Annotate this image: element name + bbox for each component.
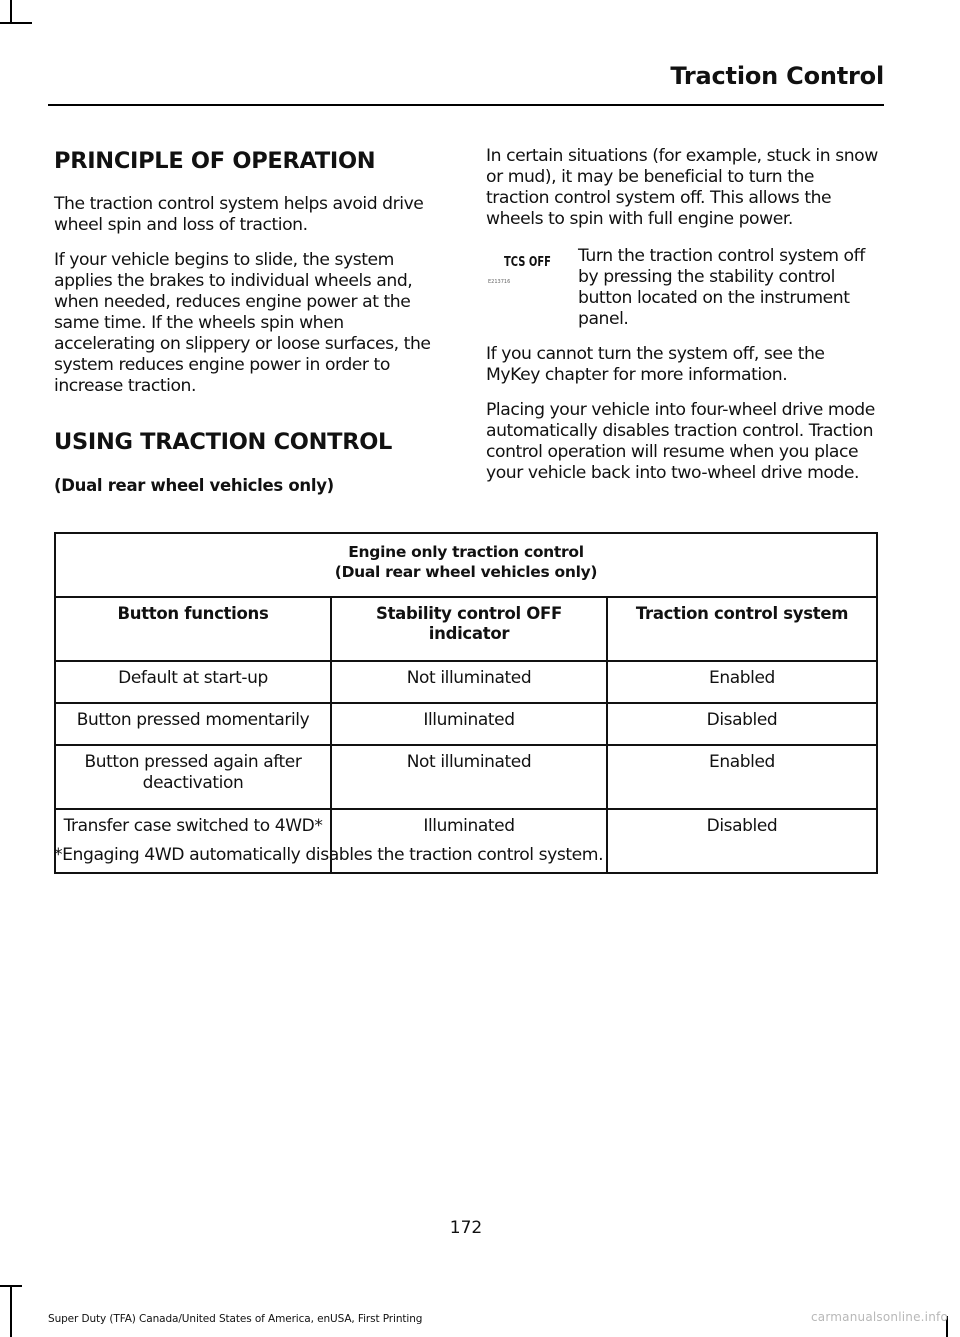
table-cell: Not illuminated xyxy=(331,745,607,809)
right-column xyxy=(486,146,880,498)
paragraph: In certain situations (for example, stuck in snow or mud), it may be beneficial to turn the traction control system off. This allows the wheels to spin with full engine power. xyxy=(486,146,878,229)
footer-text: Super Duty (TFA) Canada/United States of America, enUSA, First Printing xyxy=(48,1313,423,1325)
table-cell: Enabled xyxy=(607,745,877,809)
table-cell: Disabled xyxy=(607,809,877,873)
paragraph: Placing your vehicle into four-wheel drive mode automatically disables traction control. Traction control operation will resume when you place your vehicle back into two-wheel drive mode. xyxy=(486,400,875,483)
tcs-off-icon xyxy=(486,246,578,312)
table-row xyxy=(55,661,877,703)
table-caption-line: (Dual rear wheel vehicles only) xyxy=(334,563,598,581)
section-heading-using: USING TRACTION CONTROL xyxy=(54,429,393,455)
crop-mark xyxy=(10,0,12,22)
table-caption-line: Engine only traction control xyxy=(348,543,584,561)
table-cell: Disabled xyxy=(607,703,877,745)
table-caption xyxy=(55,533,877,597)
column-header: Traction control system xyxy=(607,597,877,661)
table-row xyxy=(55,703,877,745)
column-header: Button functions xyxy=(55,597,331,661)
table-cell: Button pressed again after deactivation xyxy=(55,745,331,809)
traction-control-table xyxy=(54,532,878,874)
crop-mark xyxy=(10,22,32,24)
page-number: 172 xyxy=(449,1218,483,1238)
icon-code: E213716 xyxy=(488,279,511,285)
paragraph: If you cannot turn the system off, see the MyKey chapter for more information. xyxy=(486,344,825,385)
paragraph: Turn the traction control system off by pressing the stability control button located on the instrument panel. xyxy=(578,246,865,329)
table-cell: Button pressed momentarily xyxy=(55,703,331,745)
table-cell: Not illuminated xyxy=(331,661,607,703)
header-rule xyxy=(48,104,884,106)
table-header-row xyxy=(55,597,877,661)
crop-mark xyxy=(10,1285,12,1337)
subheading: (Dual rear wheel vehicles only) xyxy=(54,476,334,495)
table-cell: Illuminated xyxy=(331,703,607,745)
left-column xyxy=(54,146,448,510)
column-header: Stability control OFF indicator xyxy=(331,597,607,661)
paragraph: If your vehicle begins to slide, the system applies the brakes to individual wheels and, when needed, reduces engine power at the same time. If the wheels spin when accelerating on slippery or loose surfaces, the system reduces engine power in order to increase traction. xyxy=(54,250,431,396)
table-cell: Transfer case switched to 4WD* xyxy=(55,809,331,873)
page-title: Traction Control xyxy=(670,62,884,90)
section-heading-principle: PRINCIPLE OF OPERATION xyxy=(54,148,376,174)
table-footnote: *Engaging 4WD automatically disables the traction control system. xyxy=(54,845,604,865)
paragraph: The traction control system helps avoid drive wheel spin and loss of traction. xyxy=(54,194,424,235)
tcs-off-label: TCS OFF xyxy=(504,255,551,270)
table-cell: Enabled xyxy=(607,661,877,703)
table-cell: Default at start-up xyxy=(55,661,331,703)
icon-paragraph xyxy=(486,246,880,330)
crop-mark xyxy=(0,22,12,24)
table-row xyxy=(55,745,877,809)
table-cell: Illuminated xyxy=(331,809,607,873)
watermark: carmanualsonline.info xyxy=(811,1310,948,1324)
crop-mark xyxy=(0,1285,22,1287)
